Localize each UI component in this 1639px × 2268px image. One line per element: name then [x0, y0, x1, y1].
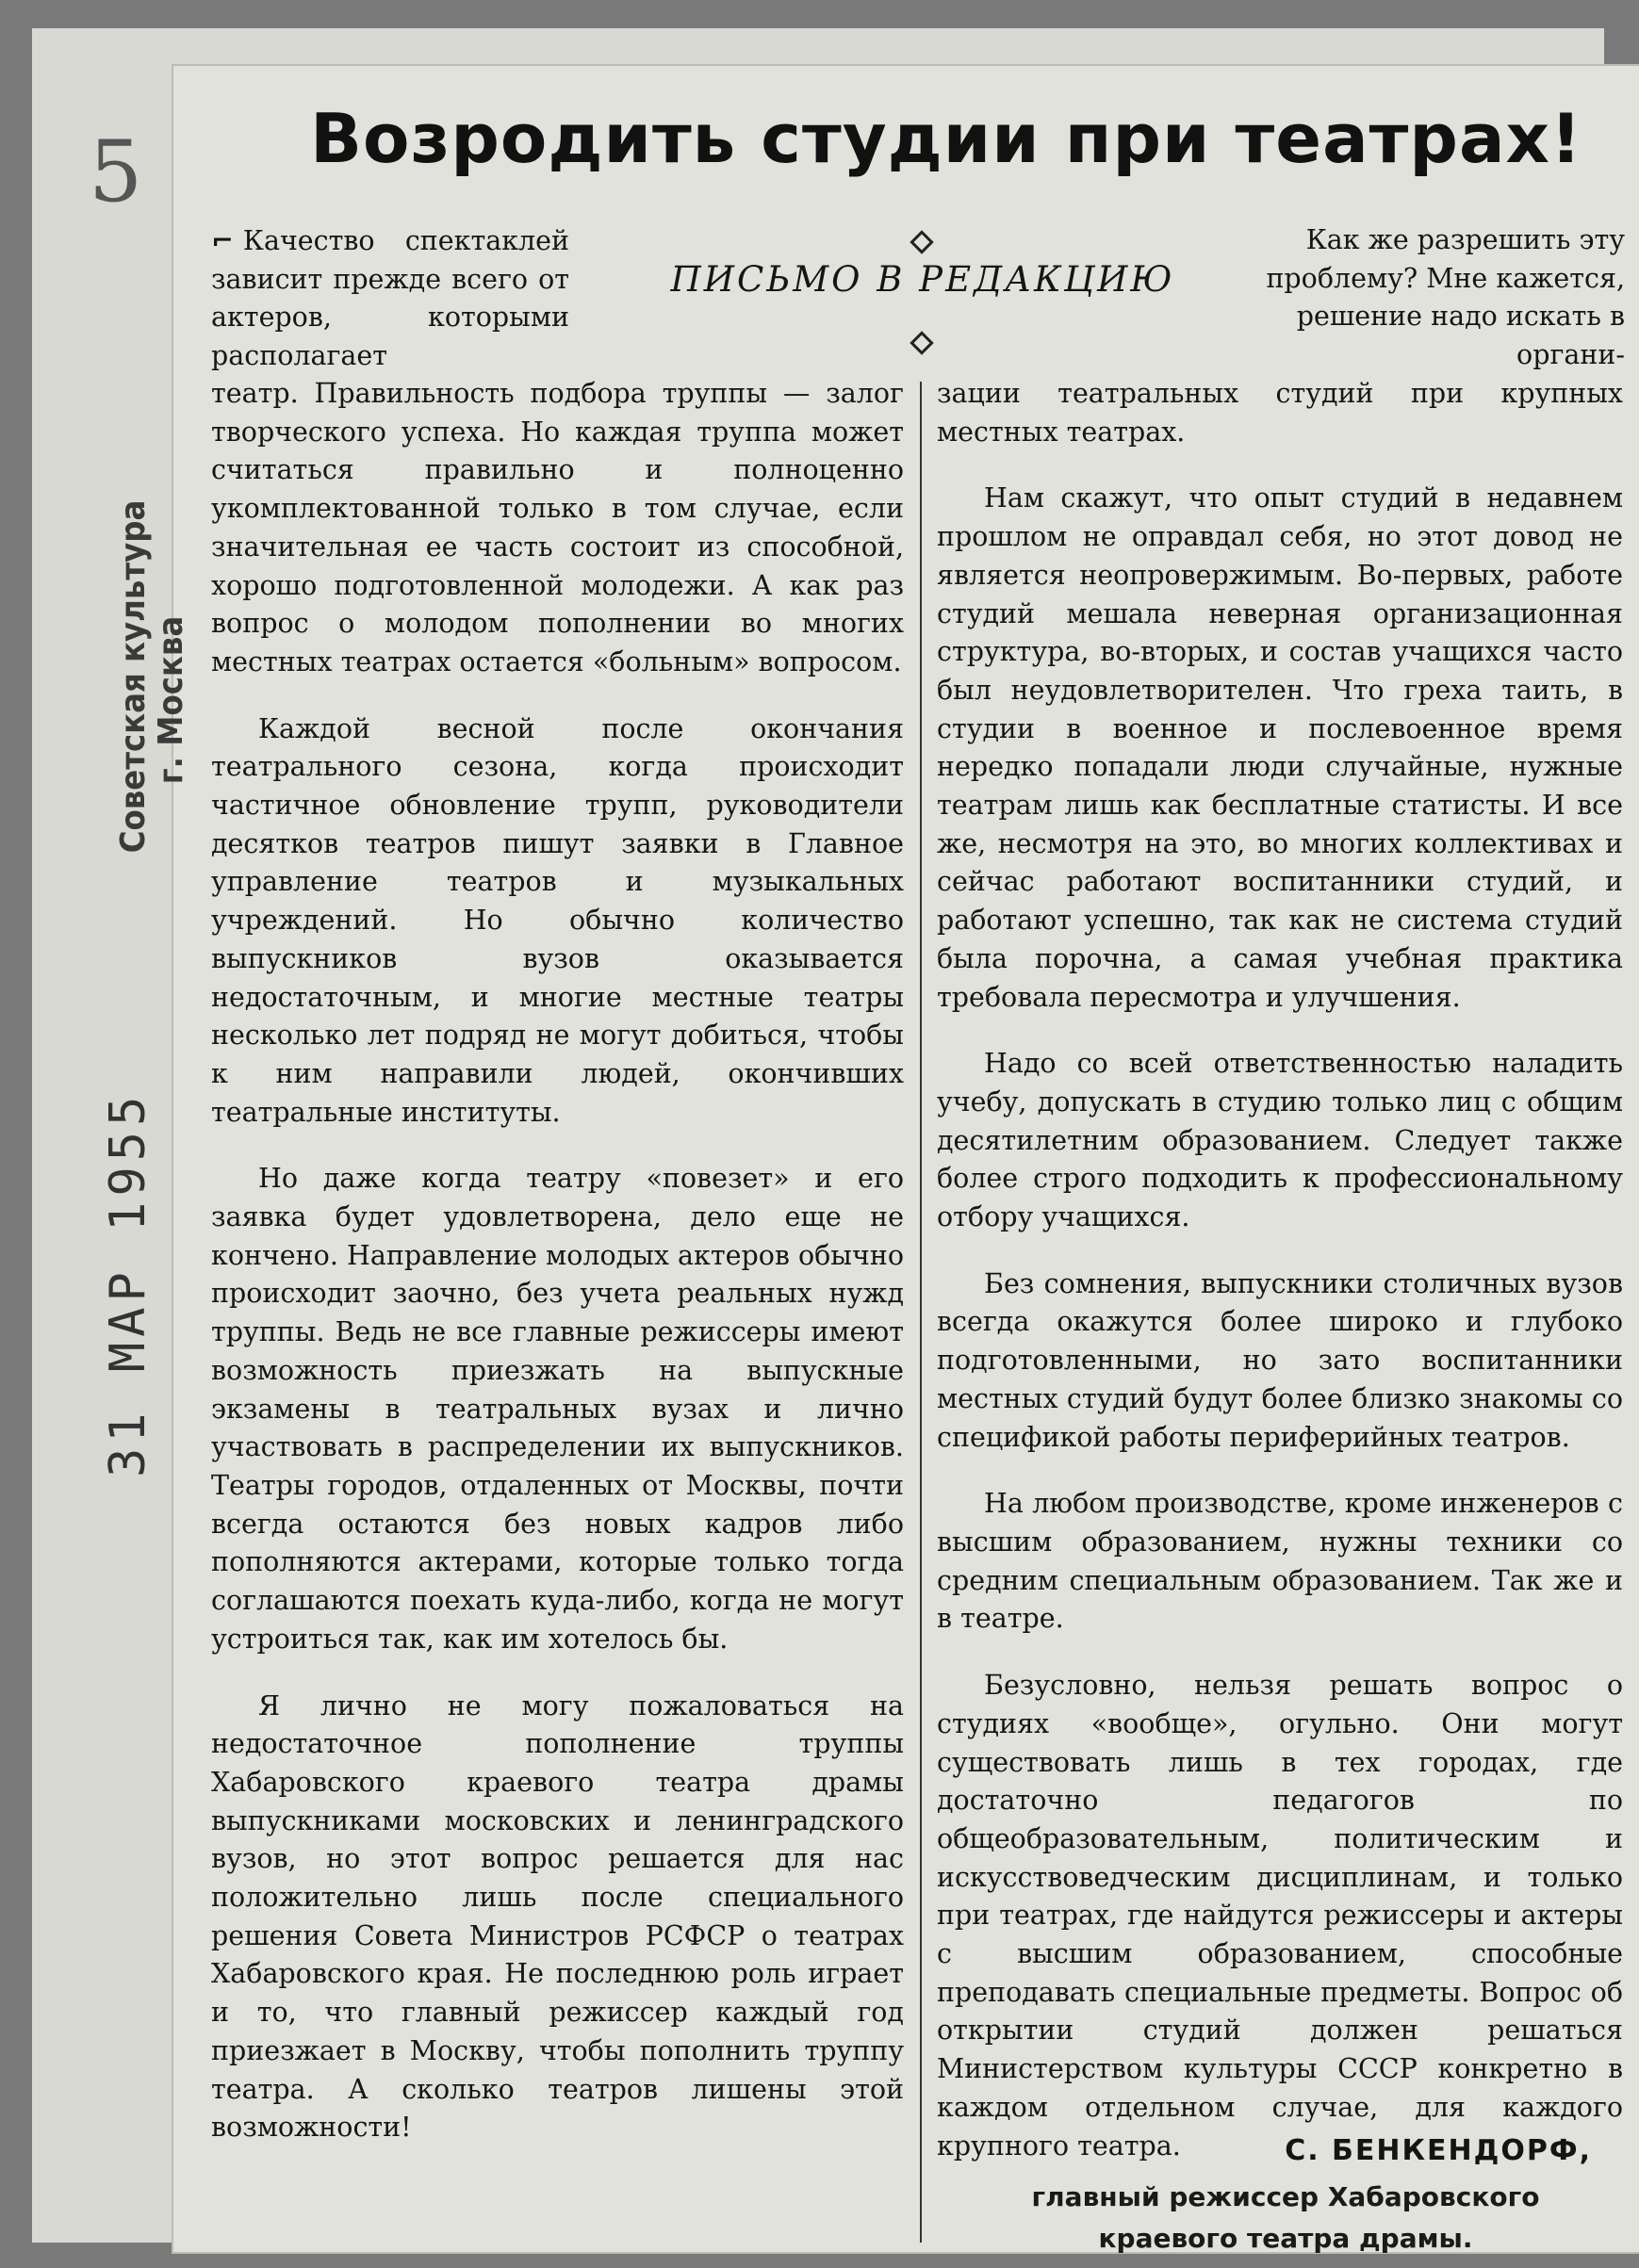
paragraph: театр. Правильность подбора труппы — залог творческого успеха. Но каждая труппа может считаться правильно и полноценно укомплектованной только в том случае, если значительная ее часть состоит из способной, хорошо подготовленной молодежи. А как раз вопрос о молодом пополнении во многих местных театрах остается «больным» вопросом.	[211, 378, 904, 677]
paragraph: Нам скажут, что опыт студий в недавнем прошлом не оправдал себя, но этот довод не является неопровержимым. Во-первых, работе студий мешала неверная организационная структура, во-вторых, и состав учащихся часто был неудовлетворителен. Что греха таить, в студии в военное и послевоенное время нередко попадали люди случайные, нужные театрам лишь как бесплатные статисты. И все же, несмотря на это, во многих коллективах и сейчас работают воспитанники студий, и работают успешно, так как не система студий была порочна, а самая учебная практика требовала пересмотра и улучшения.	[937, 482, 1623, 1013]
author-signature: С. БЕНКЕНДОРФ,	[1285, 2134, 1592, 2167]
article-headline: Возродить студии при театрах!	[310, 99, 1582, 178]
paragraph: зации театральных студий при крупных местных театрах.	[937, 378, 1623, 448]
right-top-text: Как же разрешить эту проблему? Мне кажется, решение надо искать в органи-	[1266, 224, 1625, 371]
left-column	[211, 375, 904, 2147]
stamp-date: 31 МАР 1955	[100, 1090, 156, 1477]
paragraph: Каждой весной после окончания театрального сезона, когда происходит частичное обновление трупп, руководители десятков театров пишут заявки в Главное управление театров и музыкальных учреждений. Но обычно количество выпускников вузов оказывается недостаточным, и многие местные театры несколько лет подряд не могут добиться, чтобы к ним направили людей, окончивших театральные институты.	[211, 712, 904, 1128]
paragraph: Надо со всей ответственностью наладить учебу, допускать в студию только лиц с общим десятилетним образованием. Следует также более строго подходить к профессиональному отбору учащихся.	[937, 1048, 1623, 1233]
intro-paragraph	[211, 221, 569, 376]
author-title: главный режиссер Хабаровского краевого театра драмы.	[1031, 2181, 1540, 2254]
stamp-newspaper-name: Советская культура	[114, 499, 153, 854]
right-top-paragraph	[1262, 221, 1625, 375]
column-divider	[920, 382, 922, 2243]
paragraph: Но даже когда театру «повезет» и его заявка будет удовлетворена, дело еще не кончено. Направление молодых актеров обычно происходит заочно, без учета реальных нужд труппы. Ведь не все главные режиссеры имеют возможность приезжать на выпускные экзамены в театральных вузах и лично участвовать в распределении их выпускников. Театры городов, отдаленных от Москвы, почти всегда остаются без новых кадров либо пополняются актерами, которые только тогда соглашаются поехать куда-либо, когда не могут устроиться так, как им хотелось бы.	[211, 1163, 904, 1655]
paragraph-mark: ⌐	[211, 224, 234, 256]
article-subheading: ПИСЬМО В РЕДАКЦИЮ	[670, 259, 1175, 300]
stamp-city: г. Москва	[152, 615, 190, 785]
paragraph: Безусловно, нельзя решать вопрос о студиях «вообще», огульно. Они могут существовать лишь в тех городах, где достаточно педагогов по общеобразовательным, политическим и искусствоведческим дисциплинам, и только при театрах, где найдутся режиссеры и актеры с высшим образованием, способные преподавать специальные предметы. Вопрос об открытии студий должен решаться Министерством культуры СССР конкретно в каждом отдельном случае, для каждого крупного театра.	[937, 1670, 1623, 2162]
right-column	[937, 375, 1623, 2165]
paragraph: На любом производстве, кроме инженеров с высшим образованием, нужны техники со средним специальным образованием. Так же и в театре.	[937, 1488, 1623, 1635]
intro-text: Качество спектаклей зависит прежде всего от актеров, которыми располагает	[211, 225, 569, 372]
paragraph: Я лично не могу пожаловаться на недостаточное пополнение труппы Хабаровского краевого театра драмы выпускниками московских и ленинградского вузов, но этот вопрос решается для нас положительно лишь после специального решения Совета Министров РСФСР о театрах Хабаровского края. Не последнюю роль играет и то, что главный режиссер каждый год приезжает в Москву, чтобы пополнить труппу театра. А сколько театров лишены этой возможности!	[211, 1689, 904, 2144]
scan-sheet	[32, 28, 1625, 2254]
paragraph: Без сомнения, выпускники столичных вузов всегда окажутся более широко и глубоко подготовленными, но зато воспитанники местных студий будут более близко знакомы со спецификой работы периферийных театров.	[937, 1267, 1623, 1453]
handwritten-mark: 5	[89, 122, 143, 221]
